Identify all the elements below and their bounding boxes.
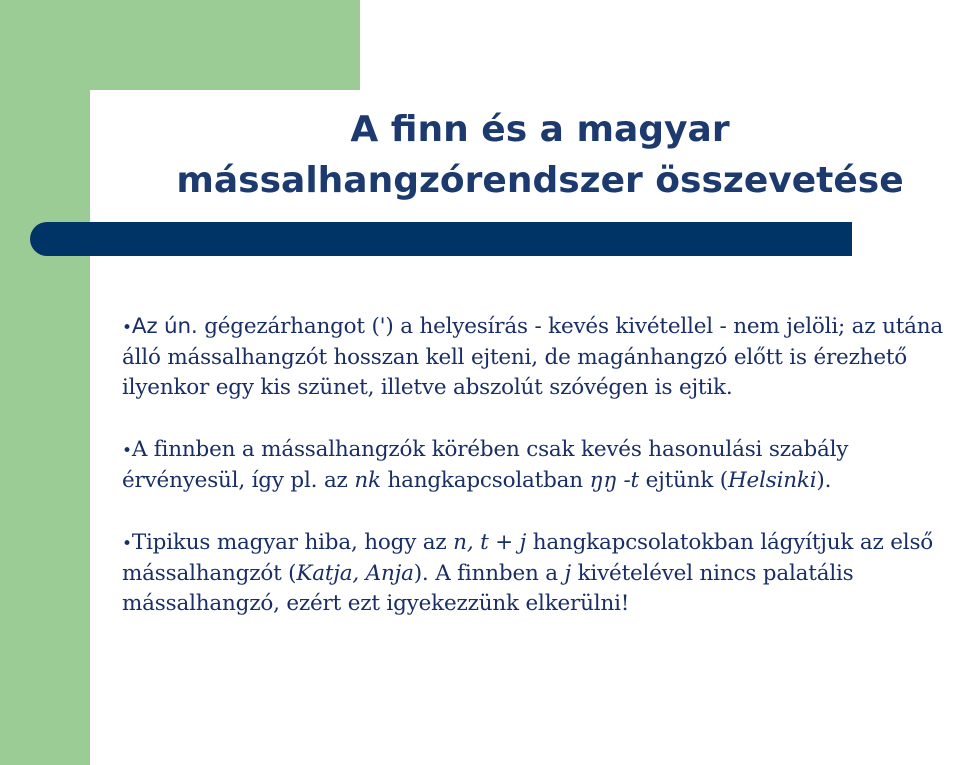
- italic-term: ŋŋ -t: [589, 468, 639, 493]
- italic-term: Helsinki: [728, 468, 817, 493]
- paragraph-text: ).: [816, 468, 832, 493]
- paragraph-text: ejtünk (: [638, 468, 728, 493]
- paragraph-text: ). A finnben a: [413, 561, 565, 586]
- paragraph-2: [122, 435, 956, 496]
- bullet: •: [122, 441, 132, 461]
- italic-term: n, t + j: [453, 530, 527, 555]
- paragraph-text: gégezárhangot (') a helyesírás - kevés kivétellel - nem jelöli; az utána álló mássalhangzót hosszan kell ejteni, de magánhangzó előtt is érezhető ilyenkor egy kis szünet, illetve abszolút szóvégen is ejtik.: [122, 314, 944, 400]
- italic-term: j: [564, 561, 571, 586]
- bullet: •: [122, 318, 132, 338]
- paragraph-text: hangkapcsolatban: [380, 468, 590, 493]
- title-divider-bar: [30, 222, 852, 256]
- title-line-2: mássalhangzórendszer összevetése: [176, 160, 904, 201]
- paragraph-text: hangkapcsolatokban lágyítjuk az első mássalhangzót (: [122, 530, 934, 586]
- paragraph-3: [122, 528, 956, 619]
- paragraph-text: A finnben a mássalhangzók körében csak kevés hasonulási szabály érvényesül, így pl. az: [122, 437, 849, 493]
- paragraph-lead: Az ún.: [131, 314, 205, 339]
- paragraph-1: [122, 312, 956, 403]
- slide-body: [122, 312, 956, 651]
- italic-term: Katja, Anja: [296, 561, 414, 586]
- italic-term: nk: [354, 468, 381, 493]
- bullet: •: [122, 534, 132, 554]
- paragraph-text: kivételével nincs palatális mássalhangzó, ezért ezt igyekezzünk elkerülni!: [122, 561, 854, 616]
- title-line-1: A finn és a magyar: [350, 109, 730, 150]
- green-left-block: [0, 0, 90, 765]
- paragraph-text: Tipikus magyar hiba, hogy az: [131, 530, 454, 555]
- slide-title: [120, 104, 960, 206]
